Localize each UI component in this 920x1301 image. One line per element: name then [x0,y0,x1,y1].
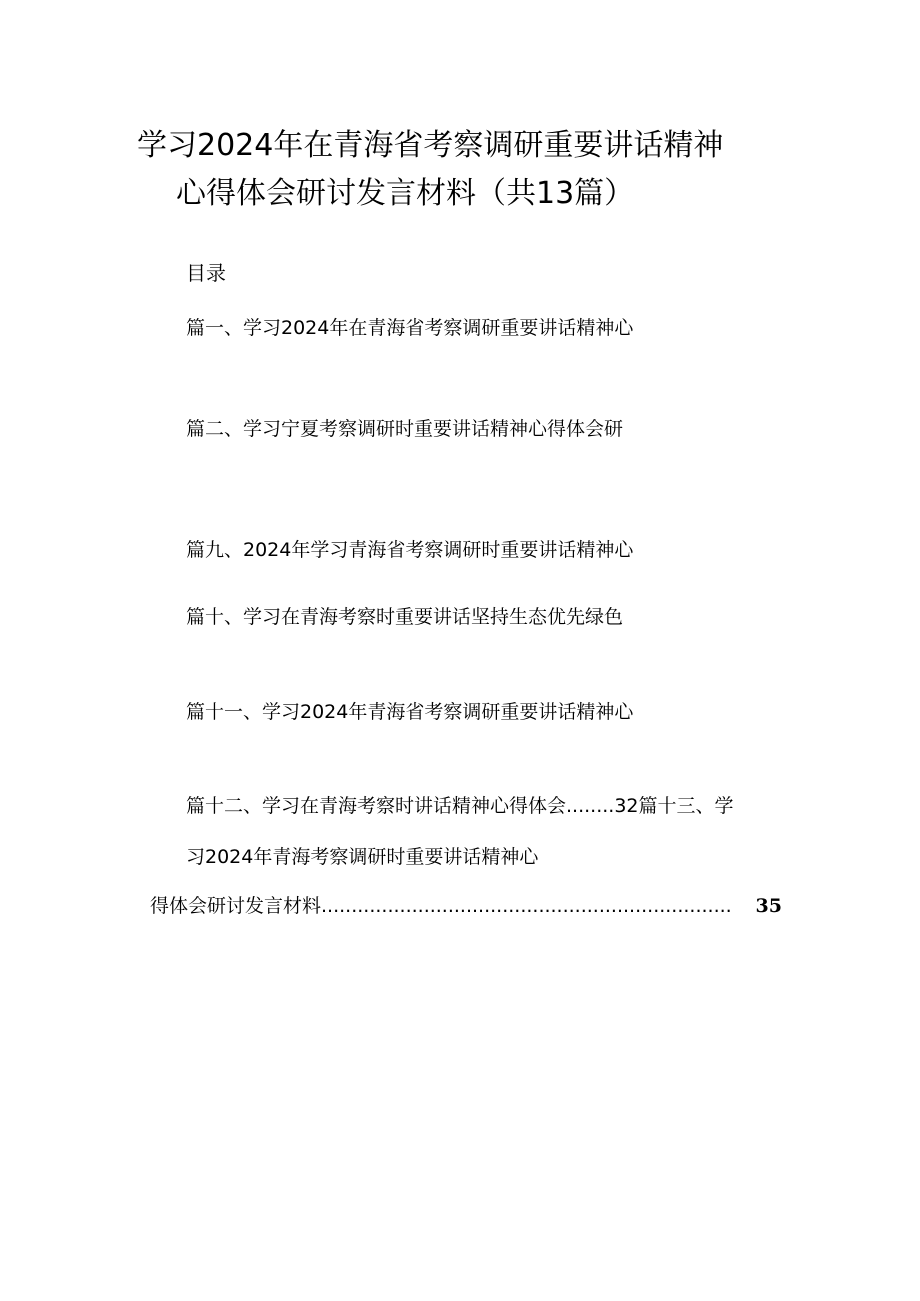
document-title-line-2: 心得体会研讨发言材料（共13篇） [176,176,635,211]
toc-entry-2: 篇二、学习宁夏考察调研时重要讲话精神心得体会研 [186,418,624,440]
toc-page-number: 35 [755,895,782,917]
toc-entry-12: 篇十二、学习在青海考察时讲话精神心得体会........32篇十三、学 [186,795,734,817]
toc-entry-13-final-text: 得体会研讨发言材料 [150,895,322,917]
toc-leader-dots: .................................................................... [321,895,732,917]
toc-entry-10: 篇十、学习在青海考察时重要讲话坚持生态优先绿色 [186,606,624,628]
toc-entry-13-continued: 习2024年青海考察调研时重要讲话精神心 [186,846,539,868]
toc-entry-9: 篇九、2024年学习青海省考察调研时重要讲话精神心 [186,539,634,561]
toc-entry-1: 篇一、学习2024年在青海省考察调研重要讲话精神心 [186,317,634,339]
toc-entry-13-final-line [150,893,782,919]
toc-heading: 目录 [186,261,226,285]
document-title-line-1: 学习2024年在青海省考察调研重要讲话精神 [137,128,724,163]
toc-entry-11: 篇十一、学习2024年青海省考察调研重要讲话精神心 [186,701,634,723]
